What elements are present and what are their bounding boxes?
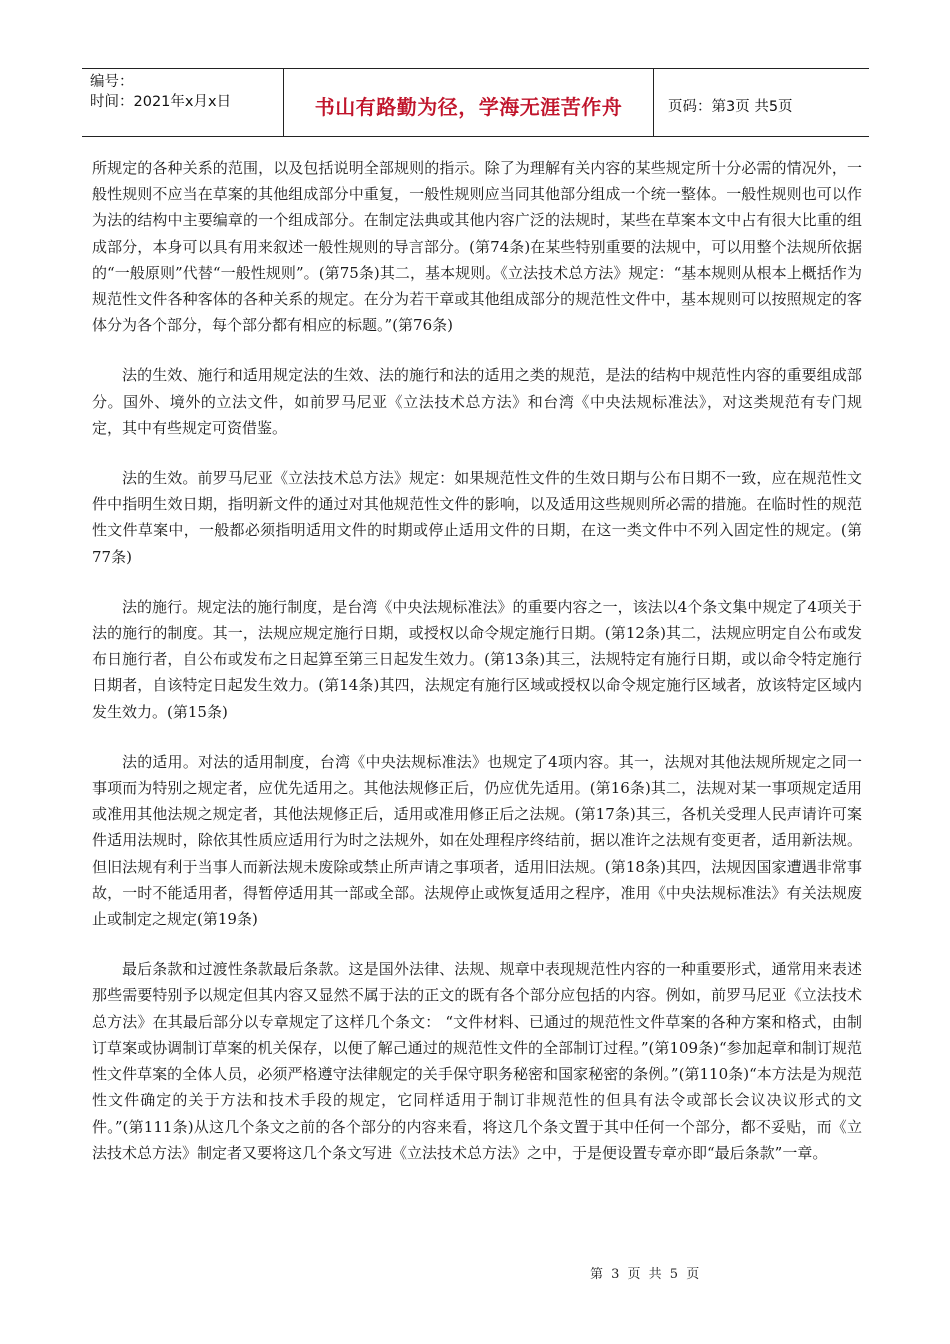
document-body xyxy=(92,155,862,1190)
header-motto-cell xyxy=(284,69,654,136)
paragraph-final-clauses: 最后条款和过渡性条款最后条款。这是国外法律、法规、规章中表现规范性内容的一种重要形式，通常用来表述那些需要特别予以规定但其内容又显然不属于法的正文的既有各个部分应包括的内容。例如，前罗马尼亚《立法技术总方法》在其最后部分以专章规定了这样几个条文： “文件材料、已通过的规范性文件草案的各种方案和格式，由制订草案或协调制订草案的机关保存，以便了解己通过的规范性文件的全部制订过程。”(第109条)“参加起章和制订规范性文件草案的全体人员，必须严格遵守法律舰定的关手保守职务秘密和国家秘密的条例。”(第110条)“本方法是为规范性文件确定的关于方法和技术手段的规定，它同样适用于制订非规范性的但具有法令或部长会议决议形式的文件。”(第111条)从这几个条文之前的各个部分的内容来看，将这几个条文置于其中任何一个部分，都不妥贴，而《立法技术总方法》制定者又要将这几个条文写进《立法技术总方法》之中，于是便设置专章亦即“最后条款”一章。 xyxy=(92,960,862,1162)
header-page-info: 页码：第3页 共5页 xyxy=(668,99,793,115)
document-number-label: 编号： xyxy=(90,74,134,90)
header-page-info-cell xyxy=(654,69,869,136)
paragraph-general-rules: 所规定的各种关系的范围，以及包括说明全部规则的指示。除了为理解有关内容的某些规定所十分必需的情况外，一般性规则不应当在草案的其他组成部分中重复，一般性规则应当同其他部分组成一个统一整体。一般性规则也可以作为法的结构中主要编章的一个组成部分。在制定法典或其他内容广泛的法规时，某些在草案本文中占有很大比重的组成部分，本身可以具有用来叙述一般性规则的导言部分。(第74条)在某些特别重要的法规中，可以用整个法规所依据的“一般原则”代替“一般性规则”。(第75条)其二，基本规则。《立法技术总方法》规定：“基本规则从根本上概括作为规范性文件各种客体的各种关系的规定。在分为若干章或其他组成部分的规范性文件中，基本规则可以按照规定的客体分为各个部分，每个部分都有相应的标题。”(第76条) xyxy=(92,159,862,335)
paragraph-application: 法的适用。对法的适用制度，台湾《中央法规标准法》也规定了4项内容。其一，法规对其他法规所规定之同一事项而为特别之规定者，应优先适用之。其他法规修正后，仍应优先适用。(第16条)其二，法规对某一事项规定适用或准用其他法规之规定者，其他法规修正后，适用或准用修正后之法规。(第17条)其三，各机关受理人民声请许可案件适用法规时，除依其性质应适用行为时之法规外，如在处理程序终结前，据以准许之法规有变更者，适用新法规。但旧法规有利于当事人而新法规未废除或禁止所声请之事项者，适用旧法规。(第18条)其四，法规因国家遭遇非常事故，一时不能适用者，得暂停适用其一部或全部。法规停止或恢复适用之程序，准用《中央法规标准法》有关法规废止或制定之规定(第19条) xyxy=(92,752,862,929)
document-date-label: 时间：2021年x月x日 xyxy=(90,94,232,110)
paragraph-effect: 法的生效。前罗马尼亚《立法技术总方法》规定：如果规范性文件的生效日期与公布日期不一致，应在规范性文件中指明生效日期，指明新文件的通过对其他规范性文件的影响，以及适用这些规则所必需的措施。在临时性的规范性文件草案中，一般都必须指明适用文件的时期或停止适用文件的日期，在这一类文件中不列入固定性的规定。(第77条) xyxy=(92,469,862,566)
page-header xyxy=(82,68,869,137)
page-footer: 第 3 页 共 5 页 xyxy=(590,1267,702,1282)
paragraph-enforcement: 法的施行。规定法的施行制度，是台湾《中央法规标准法》的重要内容之一，该法以4个条文集中规定了4项关于法的施行的制度。其一，法规应规定施行日期，或授权以命令规定施行日期。(第12条)其二，法规应明定自公布或发布日施行者，自公布或发布之日起算至第三日起发生效力。(第13条)其三，法规特定有施行日期，或以命令特定施行日期者，自该特定日起发生效力。(第14条)其四，法规定有施行区域或授权以命令规定施行区域者，放该特定区域内发生效力。(第15条) xyxy=(92,597,862,721)
header-motto: 书山有路勤为径，学海无涯苦作舟 xyxy=(314,95,623,119)
paragraph-effect-enforcement-application: 法的生效、施行和适用规定法的生效、法的施行和法的适用之类的规范，是法的结构中规范性内容的重要组成部分。国外、境外的立法文件，如前罗马尼亚《立法技术总方法》和台湾《中央法规标准法》，对这类规范有专门规定，其中有些规定可资借鉴。 xyxy=(92,366,862,437)
header-meta xyxy=(82,69,284,136)
